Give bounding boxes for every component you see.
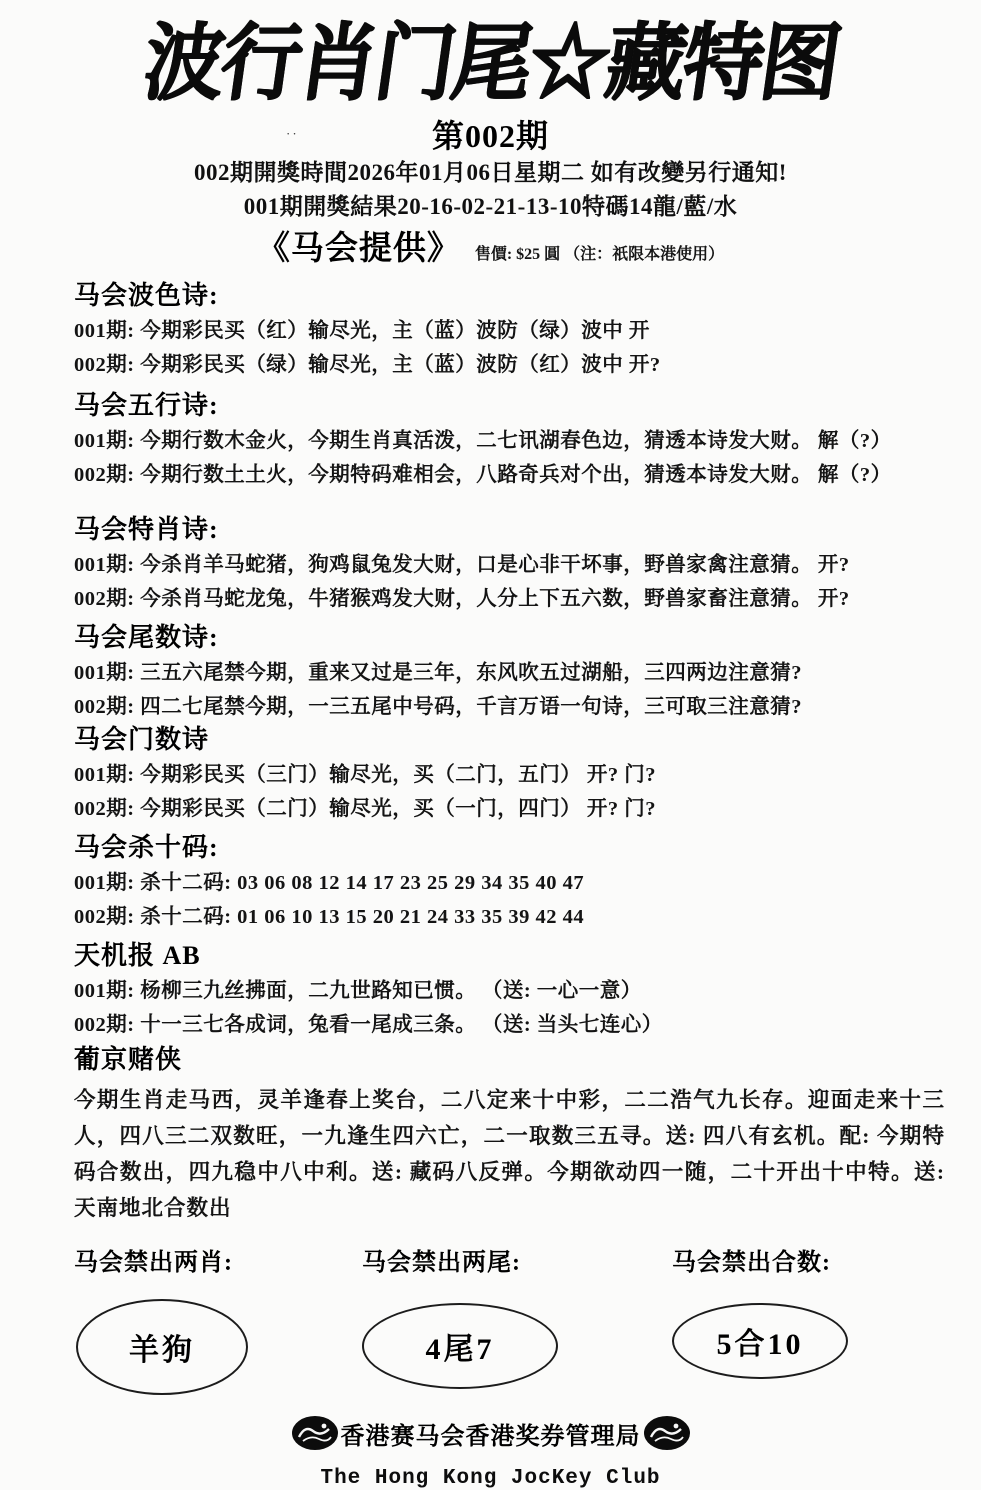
section-killed-codes: [74, 834, 945, 930]
ban-value: 5合10: [716, 1328, 804, 1361]
ban-value: 羊狗: [129, 1334, 195, 1367]
ban-label: 马会禁出两尾:: [362, 1250, 521, 1276]
provider-title: 《马会提供》: [256, 231, 461, 267]
section-heading: 马会门数诗: [74, 725, 210, 754]
poem-line: 002期: 今杀肖马蛇龙兔，牛猪猴鸡发大财，人分上下五六数，野兽家畜注意猜。 开?: [74, 588, 850, 610]
org-name-cn: 香港赛马会香港奖券管理局: [340, 1423, 641, 1450]
section-color-wave-poem: [74, 282, 945, 378]
section-heading: 马会特肖诗:: [74, 515, 219, 544]
section-pujing-gambler: [74, 1046, 945, 1226]
section-tianji-report: [74, 942, 945, 1038]
poem-line: 001期: 今期彩民买（三门）输尽光，买（二门，五门） 开? 门?: [74, 764, 656, 786]
ban-label: 马会禁出两肖:: [74, 1250, 233, 1276]
gambler-paragraph: 今期生肖走马西，灵羊逢春上奖台，二八定来十中彩，二二浩气九长存。迎面走来十三人，四八三二双数旺，一九逢生四六亡，二一取数三五寻。送: 四八有玄机。配: 今期特码合数出，四九稳中八中利。送: 藏码八反弹。今期欲动四一随，二十开出十中特。送: 天南地北合数出: [74, 1088, 945, 1220]
section-special-zodiac-poem: [74, 516, 945, 612]
poem-sections: [0, 282, 981, 1226]
section-heading: 马会波色诗:: [74, 281, 219, 310]
poem-line: 002期: 十一三七各成词，兔看一尾成三条。 （送: 当头七连心）: [74, 1014, 663, 1036]
poem-line: 001期: 三五六尾禁今期，重来又过是三年，东风吹五过湖船，三四两边注意猜?: [74, 662, 802, 684]
section-gate-number-poem: [74, 726, 945, 822]
poem-line: 001期: 今期彩民买（红）输尽光，主（蓝）波防（绿）波中 开: [74, 320, 650, 342]
ban-ellipse: [362, 1303, 558, 1389]
scan-artifact: ··: [286, 126, 299, 141]
org-row: [0, 1415, 981, 1451]
poem-line: 001期: 今期行数木金火，今期生肖真活泼，二七讯湖春色边，猜透本诗发大财。 解（?）: [74, 430, 892, 452]
section-tail-number-poem: [74, 624, 945, 720]
section-heading: 马会尾数诗:: [74, 623, 219, 652]
section-heading: 马会五行诗:: [74, 391, 219, 420]
ban-ellipse: [76, 1299, 248, 1395]
poem-line: 002期: 今期彩民买（二门）输尽光，买（一门，四门） 开? 门?: [74, 798, 656, 820]
ban-two-tails: [362, 1242, 672, 1395]
last-result-notice: 001期開獎結果20-16-02-21-13-10特碼14龍/藍/水: [243, 194, 738, 219]
footer: [0, 1415, 981, 1490]
killed-codes-line: 002期: 杀十二码: 01 06 10 13 15 20 21 24 33 35 39 42 44: [74, 906, 585, 928]
draw-time-notice: 002期開獎時間2026年01月06日星期二 如有改變另行通知!: [194, 160, 787, 185]
section-heading: 天机报 AB: [74, 941, 201, 970]
ban-two-zodiacs: [74, 1242, 362, 1395]
provider-row: [0, 228, 981, 276]
issue-number: 第002期: [431, 118, 549, 154]
poem-line: 002期: 今期彩民买（绿）输尽光，主（蓝）波防（红）波中 开?: [74, 354, 661, 376]
poem-line: 001期: 今杀肖羊马蛇猪，狗鸡鼠兔发大财，口是心非干坏事，野兽家禽注意猜。 开?: [74, 554, 850, 576]
section-heading: 马会杀十码:: [74, 833, 219, 862]
section-heading: 葡京赌侠: [74, 1045, 183, 1074]
jockey-club-logo: [643, 1415, 691, 1451]
ban-sum-number: [672, 1242, 932, 1395]
poem-line: 002期: 四二七尾禁今期，一三五尾中号码，千言万语一句诗，三可取三注意猜?: [74, 696, 802, 718]
poem-line: 001期: 杨柳三九丝拂面，二九世路知已惯。 （送: 一心一意）: [74, 980, 642, 1002]
header: [0, 0, 981, 276]
section-five-elements-poem: [74, 392, 945, 488]
bans-row: [0, 1242, 981, 1395]
ban-ellipse: [672, 1303, 848, 1379]
poem-line: 002期: 今期行数土土火，今期特码难相会，八路奇兵对个出，猜透本诗发大财。 解（?）: [74, 464, 892, 486]
killed-codes-line: 001期: 杀十二码: 03 06 08 12 14 17 23 25 29 34 35 40 47: [74, 872, 585, 894]
jockey-club-logo: [291, 1415, 339, 1451]
price-note: 售價: $25 圓 （注：祇限本港使用）: [474, 246, 725, 263]
page-title: 波行肖门尾☆藏特图: [137, 17, 844, 111]
org-name-en: The Hong Kong JocKey Club: [320, 1467, 661, 1490]
ban-value: 4尾7: [425, 1333, 495, 1366]
ban-label: 马会禁出合数:: [672, 1250, 831, 1276]
